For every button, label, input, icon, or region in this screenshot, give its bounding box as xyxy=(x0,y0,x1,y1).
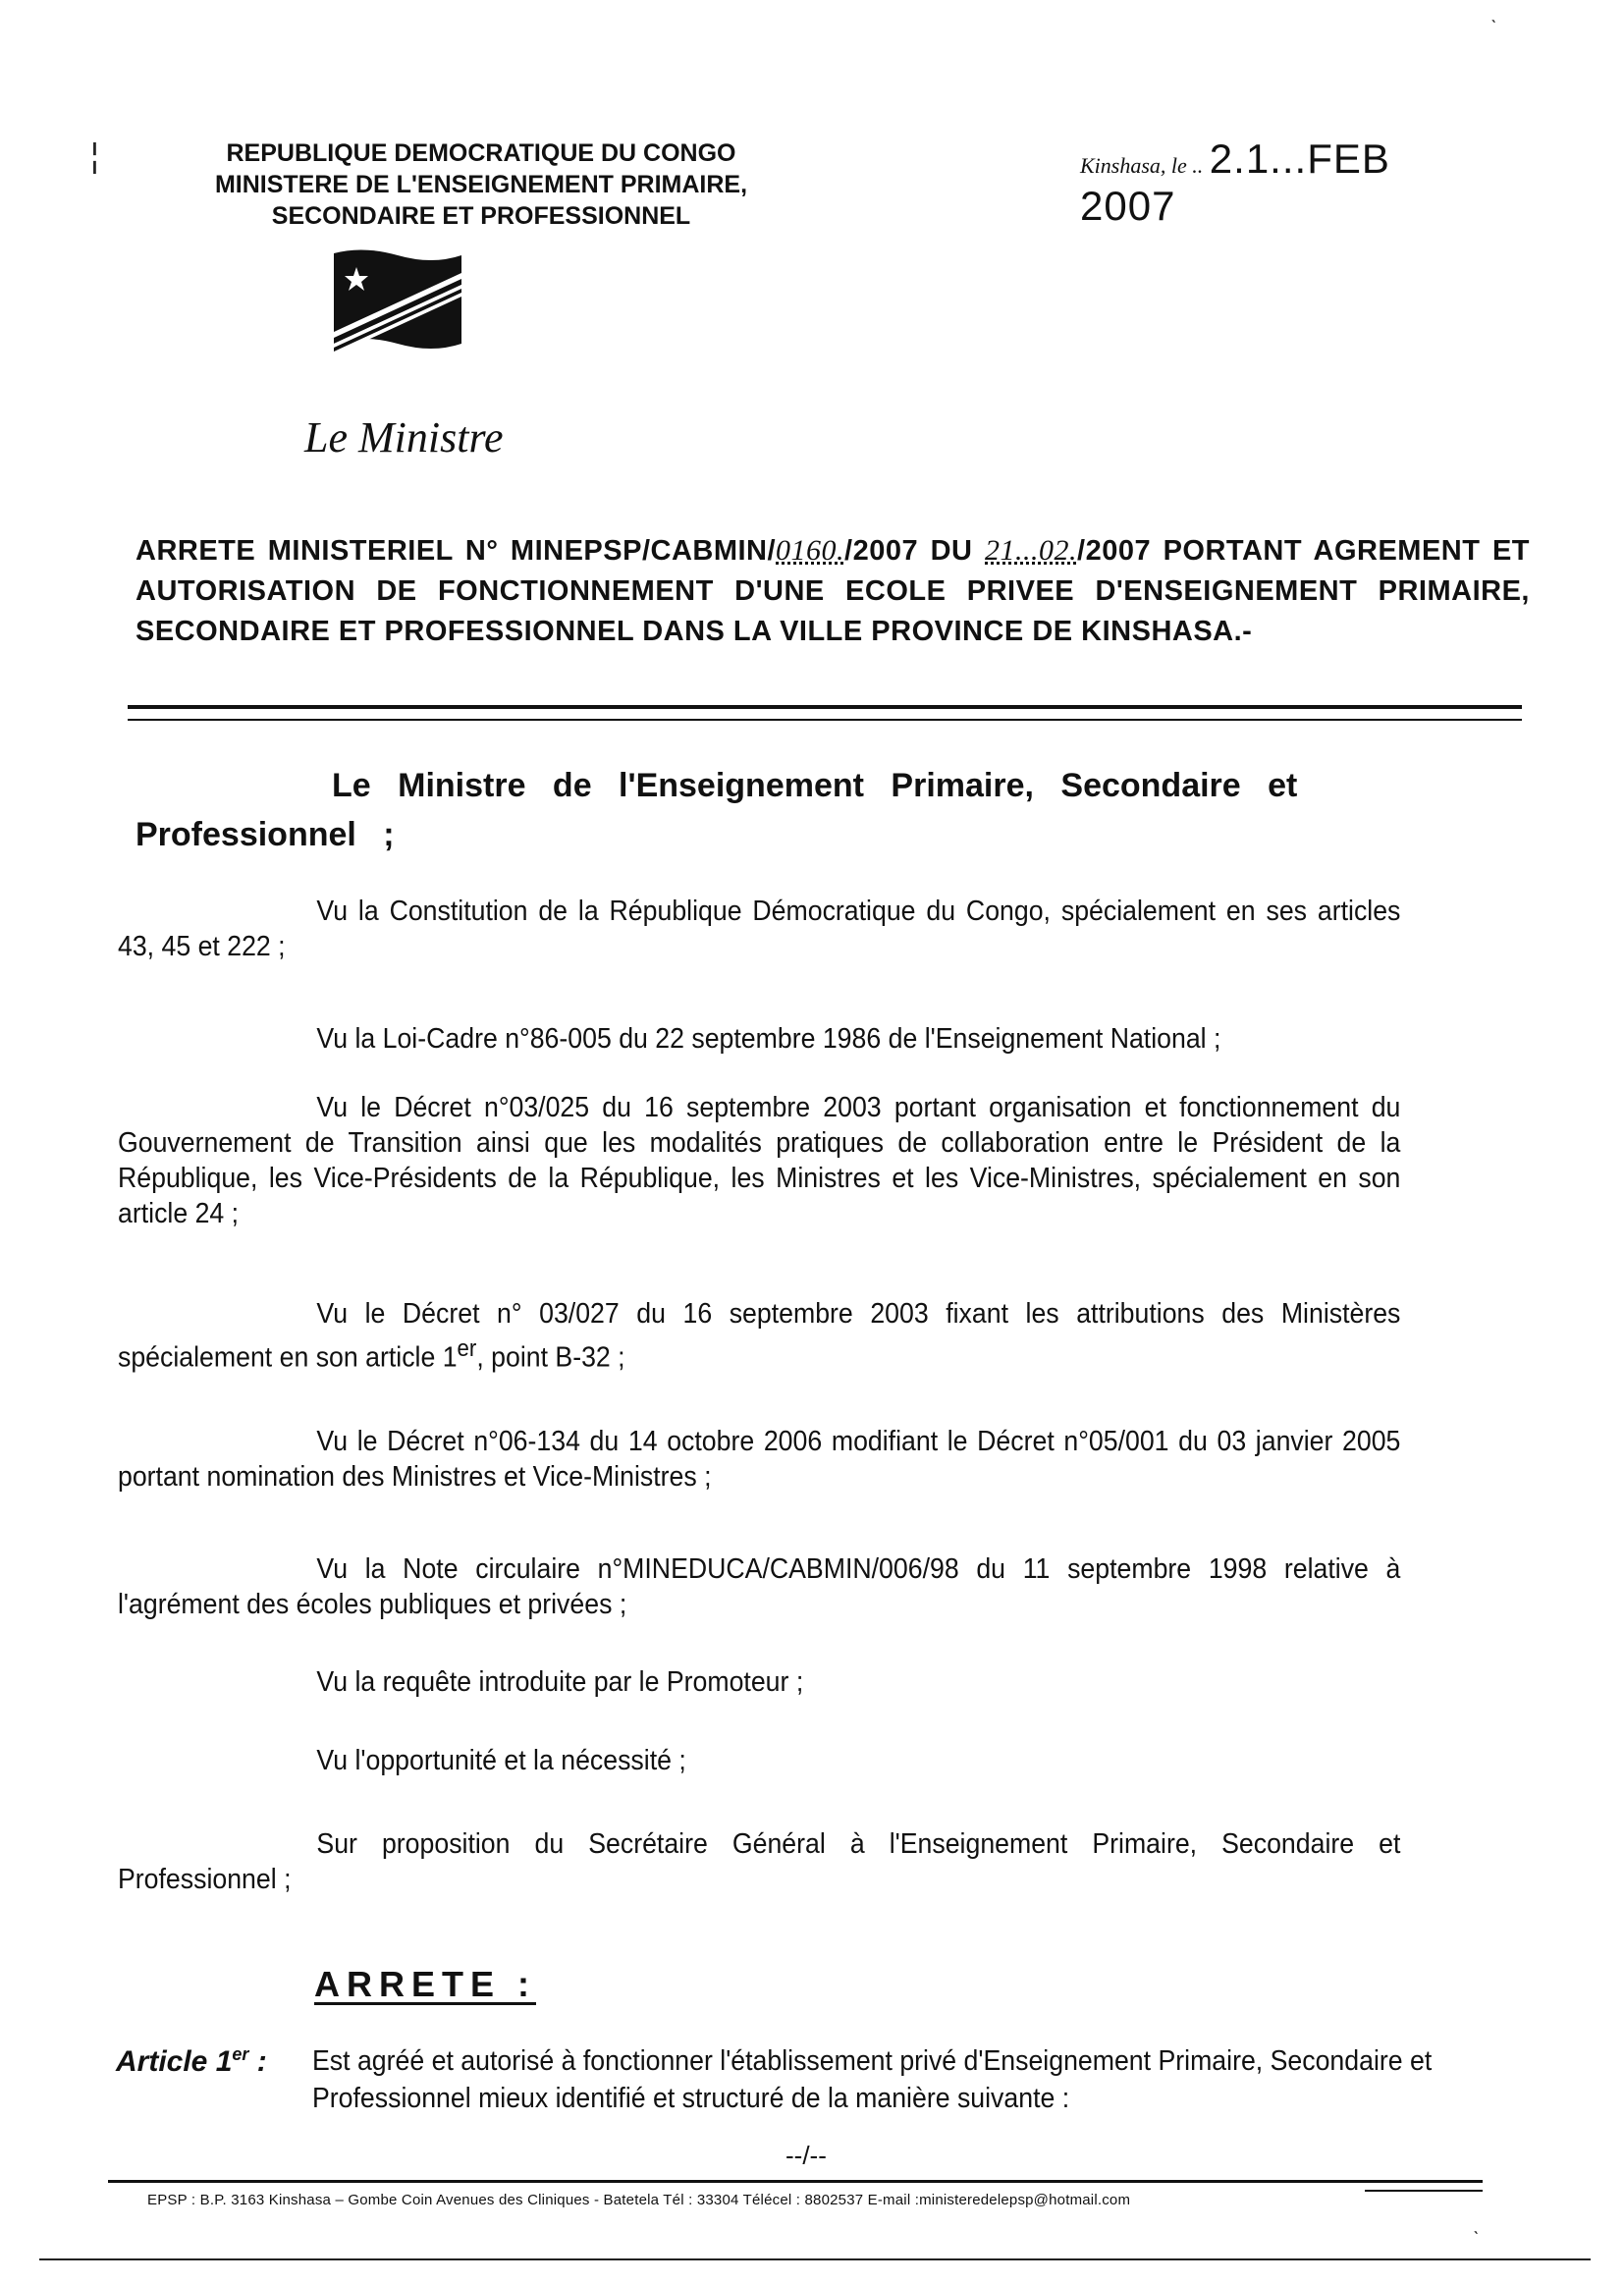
decree-title-part1: ARRETE MINISTERIEL N° MINEPSP/CABMIN/ xyxy=(135,535,777,567)
scan-mark: ˋ xyxy=(1473,2229,1480,2251)
consideration-constitution: Vu la Constitution de la République Démocratique du Congo, spécialement en ses articles 43, 45 et 222 ; xyxy=(118,896,1401,962)
intro-line-1: Le Ministre de l'Enseignement Primaire, Secondaire et xyxy=(332,767,1298,804)
arrete-heading: ARRETE : xyxy=(314,1964,536,2004)
consideration-proposition: Sur proposition du Secrétaire Général à l'Enseignement Primaire, Secondaire et Professionnel ; xyxy=(118,1828,1401,1895)
divider-rule-thin xyxy=(128,719,1522,721)
footer-rule-short xyxy=(1365,2190,1483,2192)
decree-title-part2: /2007 DU xyxy=(844,535,986,567)
letterhead xyxy=(147,137,815,232)
minister-heading: Le Ministre xyxy=(304,413,504,462)
date-line xyxy=(1080,136,1492,230)
consideration-note-circulaire: Vu la Note circulaire n°MINEDUCA/CABMIN/006/98 du 11 septembre 1998 relative à l'agrément des écoles publiques et privées ; xyxy=(118,1553,1401,1620)
page-continuation-mark: --/-- xyxy=(785,2141,827,2170)
decree-title-part3: /2007 PORTANT AGREMENT ET AUTORISATION DE FONCTIONNEMENT D'UNE ECOLE PRIVEE D'ENSEIGNEMENT PRIMAIRE, SECONDAIRE ET PROFESSIONNEL DANS LA VILLE PROVINCE DE KINSHASA.- xyxy=(135,535,1531,647)
letterhead-country: REPUBLIQUE DEMOCRATIQUE DU CONGO xyxy=(226,139,736,167)
consideration-decret-06-134: Vu le Décret n°06-134 du 14 octobre 2006 modifiant le Décret n°05/001 du 03 janvier 2005 portant nomination des Ministres et Vice-Ministres ; xyxy=(118,1426,1401,1493)
intro-line-2: Professionnel ; xyxy=(135,816,395,853)
consideration-loi-cadre: Vu la Loi-Cadre n°86-005 du 22 septembre 1986 de l'Enseignement National ; xyxy=(316,1023,1221,1055)
article-1-text: Est agréé et autorisé à fonctionner l'établissement privé d'Enseignement Primaire, Secondaire et Professionnel mieux identifié et structuré de la manière suivante : xyxy=(312,2045,1433,2114)
decree-date-handwritten: 21...02. xyxy=(985,534,1078,567)
divider-rule xyxy=(128,705,1522,709)
consideration-decret-03-027: Vu le Décret n° 03/027 du 16 septembre 2003 fixant les attributions des Ministères spécialement en son article 1er, point B-32 ; xyxy=(118,1298,1401,1374)
decree-intro xyxy=(135,761,1530,859)
footer-address: EPSP : B.P. 3163 Kinshasa – Gombe Coin Avenues des Cliniques - Batetela Tél : 33304 Télécel : 8802537 E-mail :ministeredelepsp@hotmail.com xyxy=(147,2192,1131,2208)
flag-emblem xyxy=(324,245,471,373)
scan-mark: ˋ xyxy=(1490,18,1497,39)
letterhead-ministry-cont: SECONDAIRE ET PROFESSIONNEL xyxy=(271,202,691,230)
decree-title xyxy=(135,530,1530,652)
consideration-decret-03-025: Vu le Décret n°03/025 du 16 septembre 2003 portant organisation et fonctionnement du Gouvernement de Transition ainsi que les modalités pratiques de collaboration entre le Président de la République, les Vice-Présidents de la République, les Ministres et les Vice-Ministres, spécialement en son article 24 ; xyxy=(118,1092,1401,1229)
letterhead-ministry: MINISTERE DE L'ENSEIGNEMENT PRIMAIRE, xyxy=(214,171,748,198)
scan-mark: ¦ xyxy=(90,137,99,175)
date-prefix: Kinshasa, le .. xyxy=(1080,153,1204,178)
consideration-opportunite: Vu l'opportunité et la nécessité ; xyxy=(316,1745,686,1776)
page-bottom-rule xyxy=(39,2258,1591,2260)
article-1-label: Article 1er : xyxy=(116,2044,267,2078)
footer-rule xyxy=(108,2180,1483,2183)
consideration-requete: Vu la requête introduite par le Promoteur ; xyxy=(316,1666,804,1698)
decree-number-handwritten: 0160. xyxy=(776,534,845,567)
date-stamp: 2.1...FEB 2007 xyxy=(1080,136,1390,229)
